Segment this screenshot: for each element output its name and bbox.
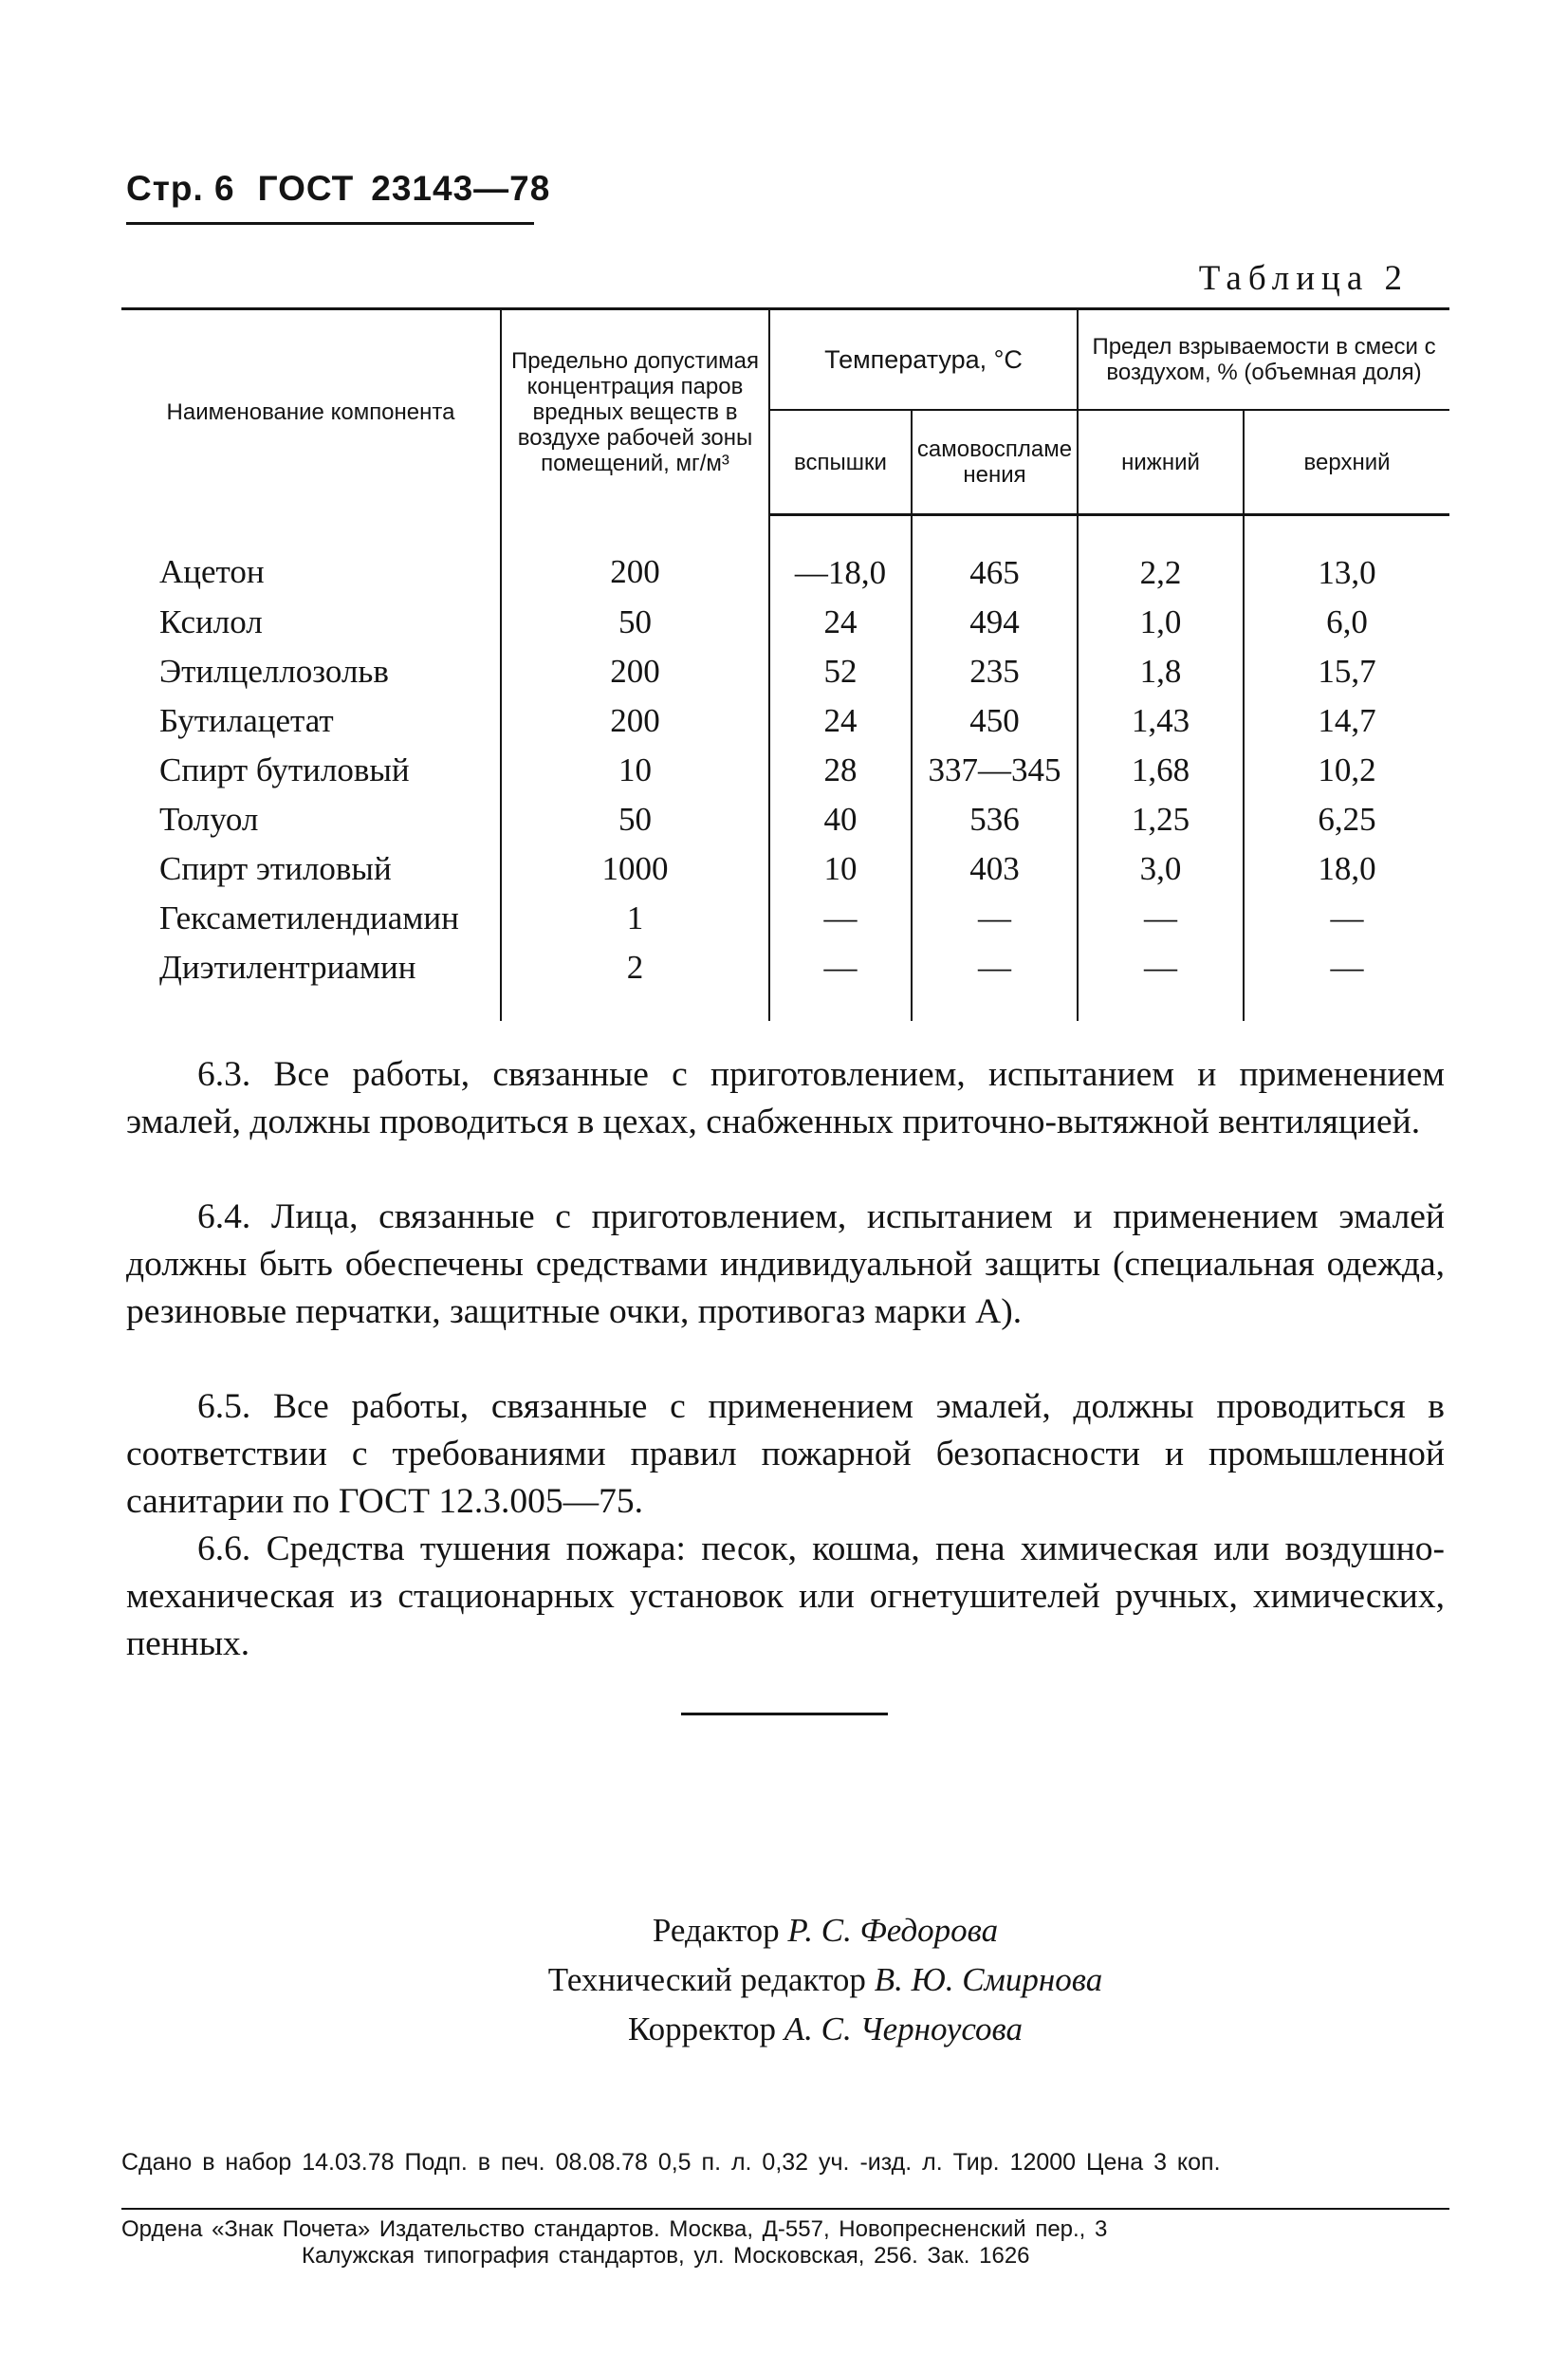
cell-lower: 1,0 bbox=[1078, 598, 1244, 647]
cell-flash: 28 bbox=[769, 746, 912, 795]
paragraph-6-5 bbox=[126, 1383, 1445, 1526]
table-row bbox=[121, 647, 1449, 696]
imprint-printer: Калужская типография стандартов, ул. Московская, 256. Зак. 1626 bbox=[302, 2243, 1030, 2269]
cell-mac: 2 bbox=[501, 943, 769, 1021]
cell-upper: 6,0 bbox=[1244, 598, 1449, 647]
cell-name: Спирт этиловый bbox=[159, 850, 392, 887]
credit-role: Корректор bbox=[628, 2010, 777, 2047]
cell-upper: — bbox=[1244, 943, 1449, 1021]
cell-lower: — bbox=[1078, 943, 1244, 1021]
cell-lower: — bbox=[1078, 894, 1244, 943]
cell-upper: 13,0 bbox=[1244, 515, 1449, 599]
paragraph-text: 6.3. Все работы, связанные с приготовлением, испытанием и применением эмалей, должны проводиться в цехах, снабженных приточно-вытяжной вентиляцией. bbox=[126, 1055, 1445, 1141]
header-rule bbox=[126, 222, 534, 225]
cell-lower: 1,68 bbox=[1078, 746, 1244, 795]
cell-upper: 10,2 bbox=[1244, 746, 1449, 795]
table-row bbox=[121, 696, 1449, 746]
cell-lower: 2,2 bbox=[1078, 515, 1244, 599]
cell-autoignition: 536 bbox=[912, 795, 1078, 844]
cell-flash: 24 bbox=[769, 598, 912, 647]
cell-mac: 1 bbox=[501, 894, 769, 943]
cell-lower: 1,43 bbox=[1078, 696, 1244, 746]
column-header-flash: вспышки bbox=[769, 410, 912, 515]
cell-autoignition: — bbox=[912, 894, 1078, 943]
cell-upper: — bbox=[1244, 894, 1449, 943]
cell-mac: 50 bbox=[501, 598, 769, 647]
imprint-publisher: Ордена «Знак Почета» Издательство стандартов. Москва, Д-557, Новопресненский пер., 3 bbox=[121, 2216, 1108, 2242]
cell-flash: 24 bbox=[769, 696, 912, 746]
cell-mac: 10 bbox=[501, 746, 769, 795]
paragraph-text: 6.4. Лица, связанные с приготовлением, испытанием и применением эмалей должны быть обеспечены средствами индивидуальной защиты (специальная одежда, резиновые перчатки, защитные очки, противогаз марки А). bbox=[126, 1197, 1445, 1331]
data-table bbox=[121, 307, 1449, 1021]
cell-lower: 1,25 bbox=[1078, 795, 1244, 844]
cell-lower: 1,8 bbox=[1078, 647, 1244, 696]
paragraph-text: 6.6. Средства тушения пожара: песок, кошма, пена химическая или воздушно-механическая из стационарных установок или огнетушителей ручных, химических, пенных. bbox=[126, 1529, 1445, 1663]
cell-flash: — bbox=[769, 943, 912, 1021]
cell-mac: 50 bbox=[501, 795, 769, 844]
table-row bbox=[121, 844, 1449, 894]
cell-name: Спирт бутиловый bbox=[159, 751, 410, 788]
table-row bbox=[121, 894, 1449, 943]
cell-autoignition: 235 bbox=[912, 647, 1078, 696]
column-header-upper: верхний bbox=[1244, 410, 1449, 515]
cell-flash: — bbox=[769, 894, 912, 943]
cell-name: Толуол bbox=[159, 801, 259, 838]
table-body bbox=[121, 515, 1449, 1022]
imprint-print-details: Сдано в набор 14.03.78 Подп. в печ. 08.08.78 0,5 п. л. 0,32 уч. -изд. л. Тир. 12000 Цена 3 коп. bbox=[121, 2149, 1221, 2176]
paragraph-6-6 bbox=[126, 1526, 1445, 1668]
section-divider bbox=[681, 1713, 888, 1715]
cell-upper: 18,0 bbox=[1244, 844, 1449, 894]
paragraph-6-3 bbox=[126, 1051, 1445, 1146]
cell-mac: 1000 bbox=[501, 844, 769, 894]
cell-name: Ксилол bbox=[159, 603, 263, 640]
credit-technical-editor bbox=[398, 1956, 1252, 2004]
cell-autoignition: — bbox=[912, 943, 1078, 1021]
cell-autoignition: 403 bbox=[912, 844, 1078, 894]
page-number: Стр. 6 bbox=[126, 169, 235, 208]
cell-name: Этилцеллозольв bbox=[159, 653, 389, 690]
table-row bbox=[121, 598, 1449, 647]
column-header-mac: Предельно допустимая концентрация паров вредных веществ в воздухе рабочей зоны помещений, мг/м³ bbox=[501, 309, 769, 515]
cell-lower: 3,0 bbox=[1078, 844, 1244, 894]
cell-mac: 200 bbox=[501, 515, 769, 599]
table-caption: Таблица 2 bbox=[1198, 259, 1409, 298]
table-row bbox=[121, 795, 1449, 844]
cell-name: Гексаметилендиамин bbox=[159, 899, 459, 936]
cell-upper: 14,7 bbox=[1244, 696, 1449, 746]
table-row bbox=[121, 515, 1449, 599]
cell-flash: 52 bbox=[769, 647, 912, 696]
column-header-explosive-limit: Предел взрываемости в смеси с воздухом, % (объемная доля) bbox=[1078, 309, 1449, 411]
paragraph-text: 6.5. Все работы, связанные с применением эмалей, должны проводиться в соответствии с требованиями правил пожарной безопасности и промышленной санитарии по ГОСТ 12.3.005—75. bbox=[126, 1387, 1445, 1521]
column-header-lower: нижний bbox=[1078, 410, 1244, 515]
column-header-temperature: Температура, °С bbox=[769, 309, 1078, 411]
column-header-name: Наименование компонента bbox=[121, 309, 501, 515]
cell-autoignition: 494 bbox=[912, 598, 1078, 647]
cell-name: Диэтилентриамин bbox=[159, 949, 416, 986]
credit-name: А. С. Черноусова bbox=[784, 2010, 1023, 2047]
table-row bbox=[121, 746, 1449, 795]
cell-flash: 10 bbox=[769, 844, 912, 894]
cell-flash: 40 bbox=[769, 795, 912, 844]
cell-autoignition: 450 bbox=[912, 696, 1078, 746]
standard-number: 23143—78 bbox=[371, 169, 551, 208]
paragraph-6-4 bbox=[126, 1194, 1445, 1336]
cell-upper: 6,25 bbox=[1244, 795, 1449, 844]
cell-mac: 200 bbox=[501, 696, 769, 746]
cell-upper: 15,7 bbox=[1244, 647, 1449, 696]
credit-name: Р. С. Федорова bbox=[787, 1912, 999, 1949]
cell-name: Бутилацетат bbox=[159, 702, 334, 739]
cell-mac: 200 bbox=[501, 647, 769, 696]
cell-autoignition: 465 bbox=[912, 515, 1078, 599]
credit-role: Технический редактор bbox=[547, 1961, 866, 1998]
table-row bbox=[121, 943, 1449, 1021]
imprint-rule bbox=[121, 2208, 1449, 2210]
running-header bbox=[126, 169, 550, 209]
credit-role: Редактор bbox=[652, 1912, 780, 1949]
standard-label: ГОСТ bbox=[257, 169, 355, 208]
cell-flash: —18,0 bbox=[769, 515, 912, 599]
credit-corrector bbox=[398, 2006, 1252, 2053]
credit-editor bbox=[398, 1907, 1252, 1955]
cell-autoignition: 337—345 bbox=[912, 746, 1078, 795]
cell-name: Ацетон bbox=[159, 553, 265, 591]
credit-name: В. Ю. Смирнова bbox=[874, 1961, 1103, 1998]
column-header-autoignition: самовоспламенения bbox=[912, 410, 1078, 515]
